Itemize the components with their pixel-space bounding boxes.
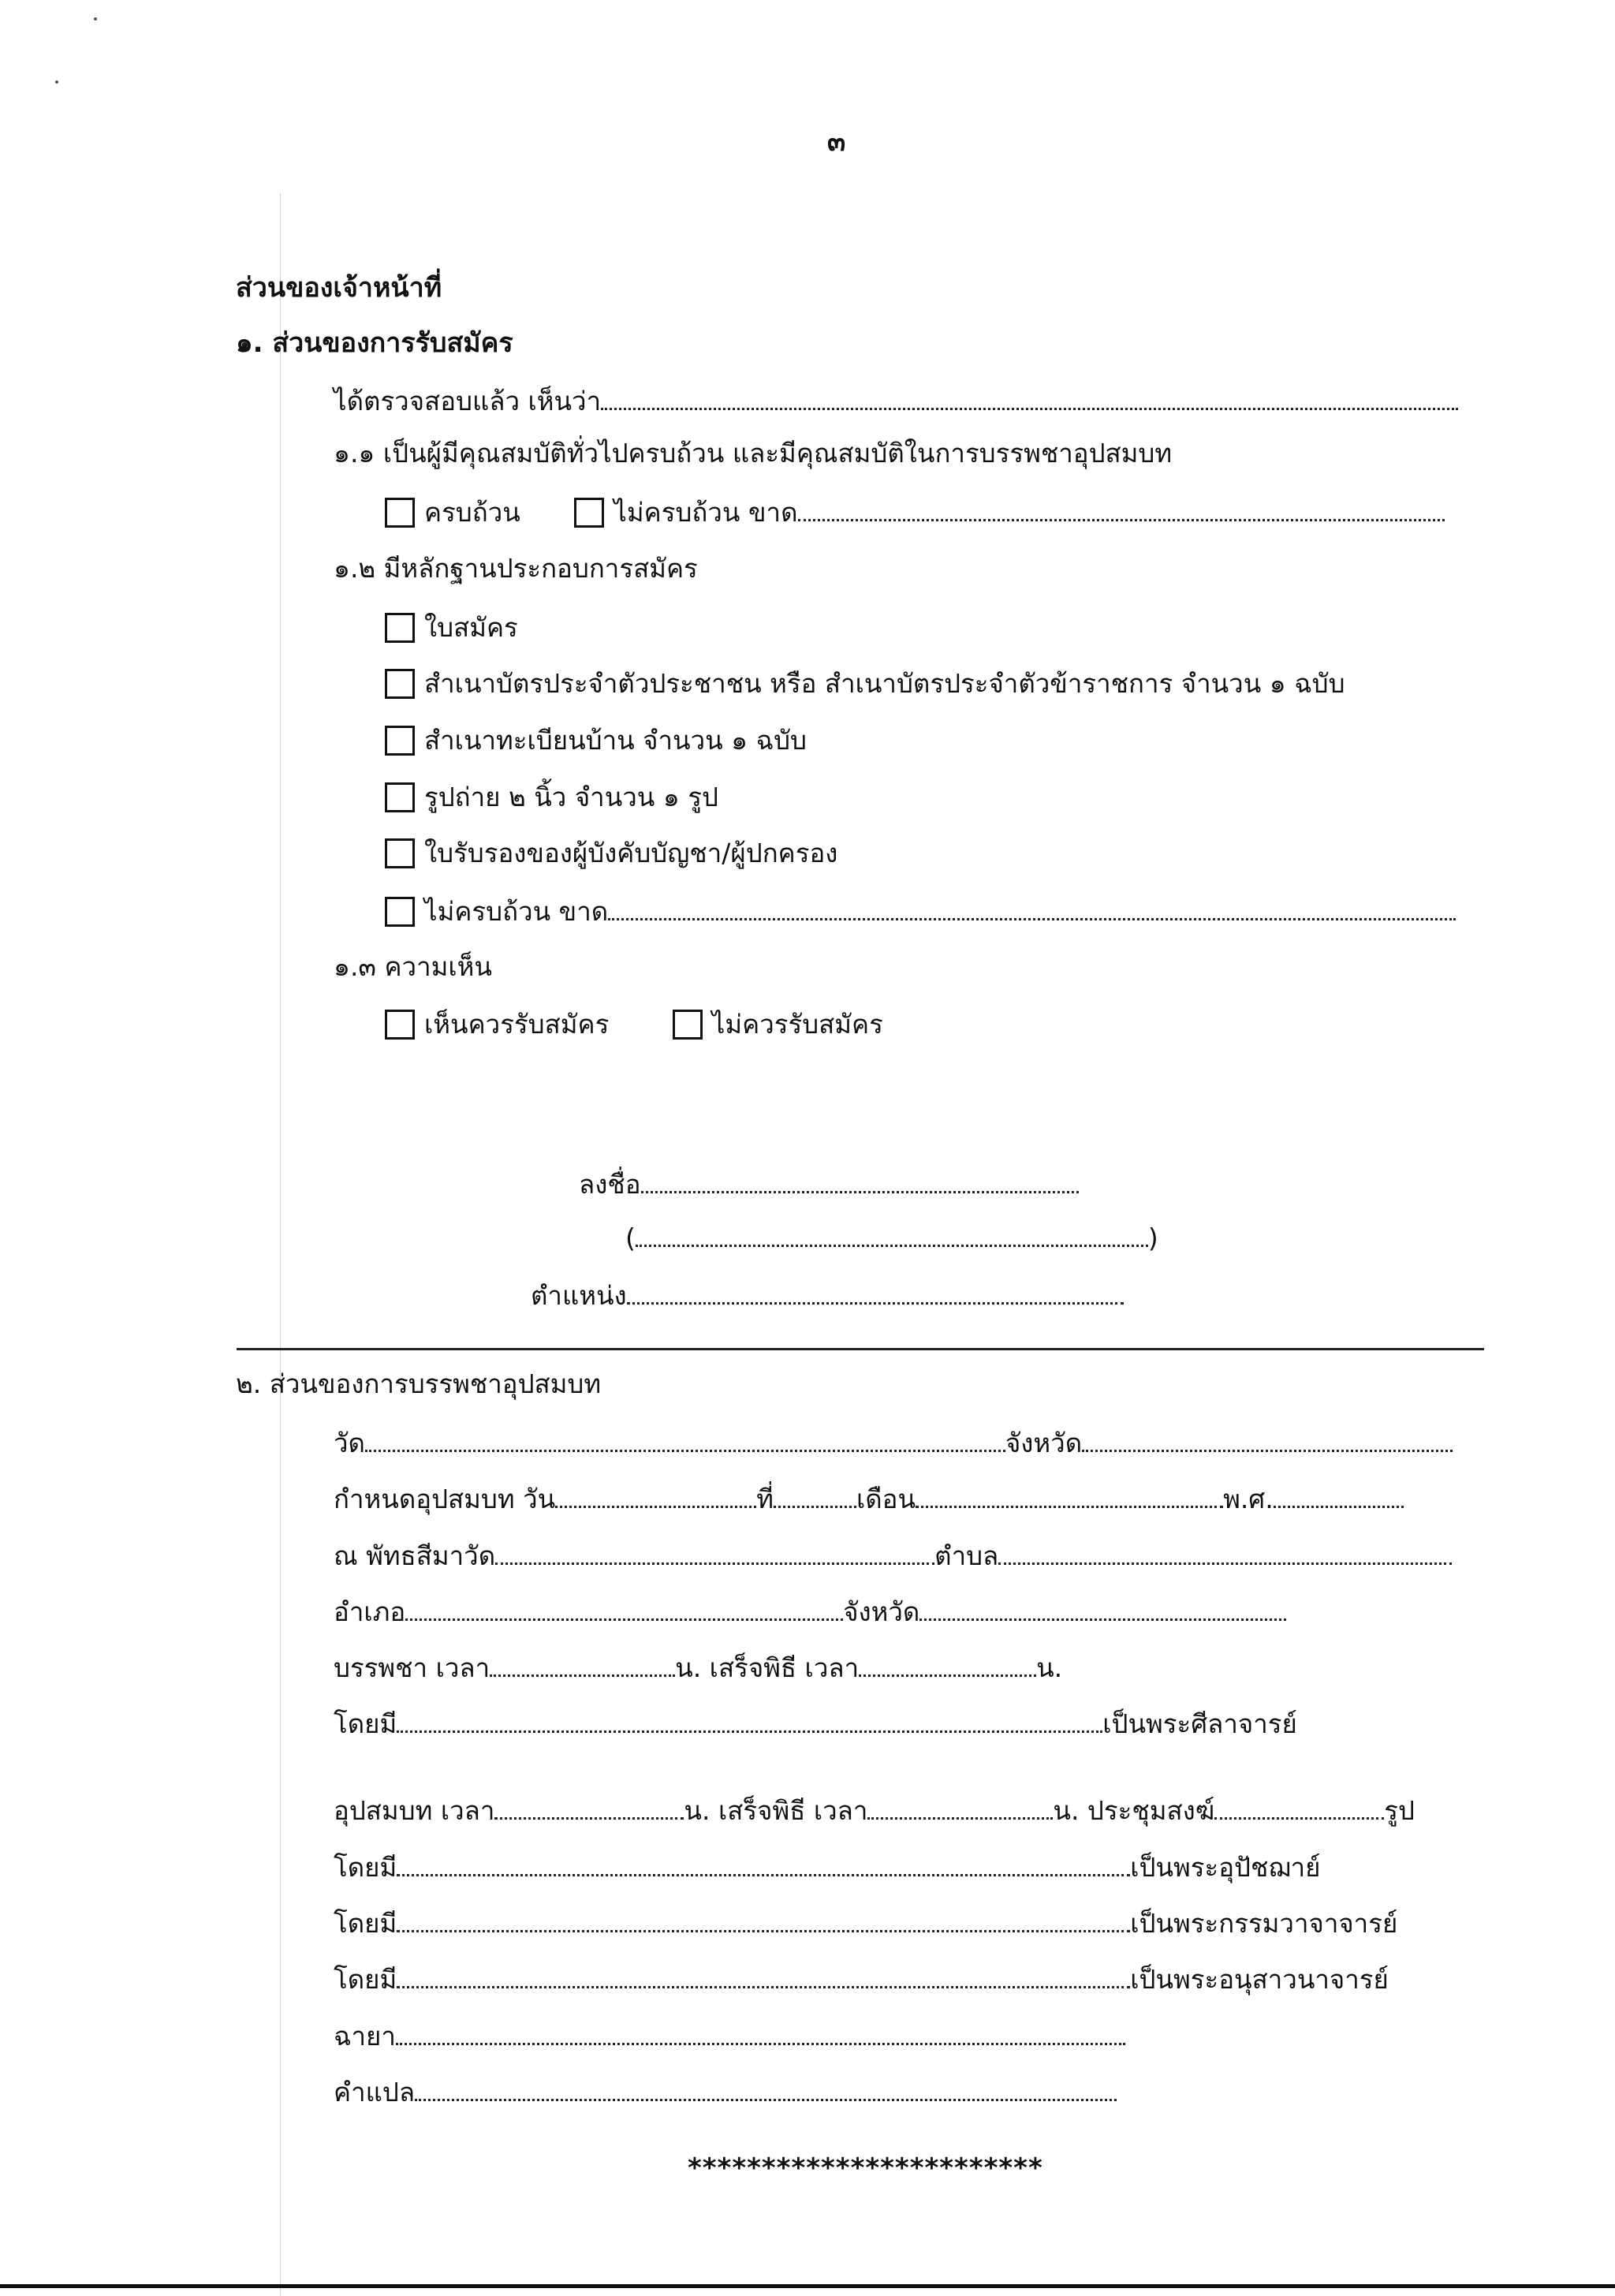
kammavaca-label: เป็นพระกรรมวาจาจารย์ (1130, 1908, 1398, 1939)
reject-checkbox[interactable] (673, 1010, 703, 1040)
chaya-fill[interactable] (396, 2021, 1125, 2045)
application-heading: ๑. ส่วนของการรับสมัคร (236, 327, 513, 359)
rup-label: รูป (1384, 1795, 1415, 1826)
wat-line (334, 1428, 1453, 1456)
sign-label: ลงชื่อ (579, 1169, 641, 1200)
position-label: ตำแหน่ง (531, 1280, 627, 1311)
officer-section-title: ส่วนของเจ้าหน้าที่ (236, 272, 442, 304)
province-fill[interactable] (1082, 1428, 1453, 1452)
doc-item (385, 782, 718, 812)
day-fill[interactable] (555, 1484, 756, 1508)
be-label: พ.ศ. (1223, 1484, 1274, 1514)
finish-time-fill[interactable] (859, 1652, 1036, 1677)
complete-checkbox[interactable] (385, 498, 415, 528)
paren-close: ) (1147, 1223, 1158, 1253)
scan-speck (94, 17, 97, 21)
subdistrict-label: ตำบล (934, 1540, 999, 1571)
upajjhaya-label: เป็นพระอุปัชฌาย์ (1130, 1852, 1321, 1883)
month-fill[interactable] (916, 1484, 1223, 1508)
finish-label: น. เสร็จพิธี เวลา (675, 1652, 860, 1683)
incomplete-fill[interactable] (798, 497, 1445, 521)
doc-item (385, 613, 518, 643)
doc-checkbox[interactable] (385, 613, 415, 643)
complete-label: ครบถ้วน (424, 497, 520, 528)
quorum-label: น. ประชุมสงฆ์ (1053, 1795, 1215, 1826)
wat-label: วัด (334, 1428, 365, 1458)
incomplete-checkbox[interactable] (574, 498, 604, 528)
at-label: ที่ (756, 1484, 774, 1514)
district-fill[interactable] (405, 1596, 843, 1621)
ordain-line (334, 1795, 1415, 1824)
sila-fill[interactable] (397, 1708, 1102, 1733)
anusavana-fill[interactable] (397, 1964, 1130, 1988)
checked-label: ได้ตรวจสอบแล้ว เห็นว่า (334, 386, 602, 416)
sign-line (579, 1169, 1079, 1200)
subdistrict-fill[interactable] (998, 1540, 1452, 1565)
doc-label: สำเนาทะเบียนบ้าน จำนวน ๑ ฉบับ (424, 725, 807, 756)
item-1-1: ๑.๑ เป็นผู้มีคุณสมบัติทั่วไปครบถ้วน และมีคุณสมบัติในการบรรพชาอุปสมบท (334, 438, 1173, 469)
by-label: โดยมี (334, 1708, 397, 1739)
doc-missing-fill[interactable] (608, 896, 1456, 920)
province-label: จังหวัด (843, 1596, 920, 1627)
upajjhaya-fill[interactable] (397, 1852, 1130, 1876)
anusavana-label: เป็นพระอนุสาวนาจารย์ (1130, 1964, 1389, 1995)
sima-fill[interactable] (495, 1540, 934, 1565)
doc-item (385, 896, 1456, 927)
chaya-label: ฉายา (334, 2021, 396, 2051)
meaning-label: คำแปล (334, 2077, 416, 2107)
meaning-fill[interactable] (415, 2077, 1117, 2101)
by-label: โดยมี (334, 1964, 397, 1995)
finish-label: น. เสร็จพิธี เวลา (684, 1795, 868, 1826)
item-1-3: ๑.๓ ความเห็น (334, 951, 492, 982)
chaya-line (334, 2021, 1125, 2049)
name-fill[interactable] (636, 1223, 1148, 1247)
doc-label: สำเนาบัตรประจำตัวประชาชน หรือ สำเนาบัตรประจำตัวข้าราชการ จำนวน ๑ ฉบับ (424, 668, 1345, 699)
schedule-label: กำหนดอุปสมบท วัน (334, 1484, 556, 1514)
page-number: ๓ (827, 126, 846, 158)
accept-label: เห็นควรรับสมัคร (424, 1009, 610, 1040)
doc-checkbox[interactable] (385, 897, 415, 927)
month-label: เดือน (856, 1484, 916, 1514)
footer-stars: ************************ (688, 2152, 1043, 2184)
name-line (625, 1223, 1158, 1251)
province-label: จังหวัด (1005, 1428, 1083, 1458)
incomplete-label: ไม่ครบถ้วน ขาด (614, 497, 798, 528)
doc-checkbox[interactable] (385, 669, 415, 699)
item-1-2: ๑.๒ มีหลักฐานประกอบการสมัคร (334, 553, 698, 584)
wat-fill[interactable] (365, 1428, 1005, 1452)
binding-guide-line (280, 193, 281, 2296)
opinion-options (385, 1010, 883, 1040)
quorum-fill[interactable] (1214, 1795, 1384, 1820)
position-fill[interactable] (627, 1280, 1124, 1305)
district-line (334, 1596, 1286, 1625)
ordain-time-label: อุปสมบท เวลา (334, 1795, 495, 1826)
doc-item (385, 726, 807, 756)
schedule-line (334, 1484, 1404, 1512)
anusavana-line (334, 1964, 1389, 1995)
checked-fill[interactable] (601, 386, 1458, 410)
doc-checkbox[interactable] (385, 726, 415, 756)
by-label: โดยมี (334, 1908, 397, 1939)
novice-time-label: บรรพชา เวลา (334, 1652, 490, 1683)
novice-line (334, 1652, 1062, 1681)
position-line (531, 1280, 1124, 1309)
upajjhaya-line (334, 1852, 1321, 1883)
doc-label: ไม่ครบถ้วน ขาด (424, 896, 609, 927)
meaning-line (334, 2077, 1117, 2105)
kammavaca-line (334, 1908, 1398, 1939)
year-fill[interactable] (1274, 1484, 1404, 1508)
district-label: อำเภอ (334, 1596, 406, 1627)
ordain-time-fill[interactable] (494, 1795, 684, 1820)
doc-checkbox[interactable] (385, 782, 415, 812)
date-fill[interactable] (774, 1484, 856, 1508)
novice-time-fill[interactable] (490, 1652, 675, 1677)
qualification-options (385, 497, 1445, 528)
by-label: โดยมี (334, 1852, 397, 1883)
scan-speck (55, 80, 58, 84)
n-label: น. (1036, 1652, 1063, 1683)
checked-line (334, 386, 1458, 414)
doc-item (385, 838, 837, 868)
doc-label: รูปถ่าย ๒ นิ้ว จำนวน ๑ รูป (424, 782, 718, 812)
sign-fill[interactable] (641, 1169, 1079, 1193)
page-bottom-edge (0, 2284, 1615, 2288)
district-province-fill[interactable] (919, 1596, 1286, 1621)
doc-label: ใบสมัคร (424, 612, 518, 643)
doc-item (385, 669, 1345, 699)
doc-label: ใบรับรองของผู้บังคับบัญชา/ผู้ปกครอง (424, 838, 838, 868)
doc-checkbox[interactable] (385, 838, 415, 868)
paren-open: ( (625, 1223, 636, 1253)
ordain-finish-fill[interactable] (867, 1795, 1053, 1820)
accept-checkbox[interactable] (385, 1010, 415, 1040)
sila-label: เป็นพระศีลาจารย์ (1102, 1708, 1297, 1739)
sila-line (334, 1708, 1297, 1737)
sima-line (334, 1540, 1452, 1569)
kammavaca-fill[interactable] (397, 1908, 1130, 1932)
reject-label: ไม่ควรรับสมัคร (711, 1009, 883, 1040)
sima-label: ณ พัทธสีมาวัด (334, 1540, 496, 1571)
section-divider (237, 1348, 1484, 1350)
ordination-heading: ๒. ส่วนของการบรรพชาอุปสมบท (236, 1368, 602, 1399)
